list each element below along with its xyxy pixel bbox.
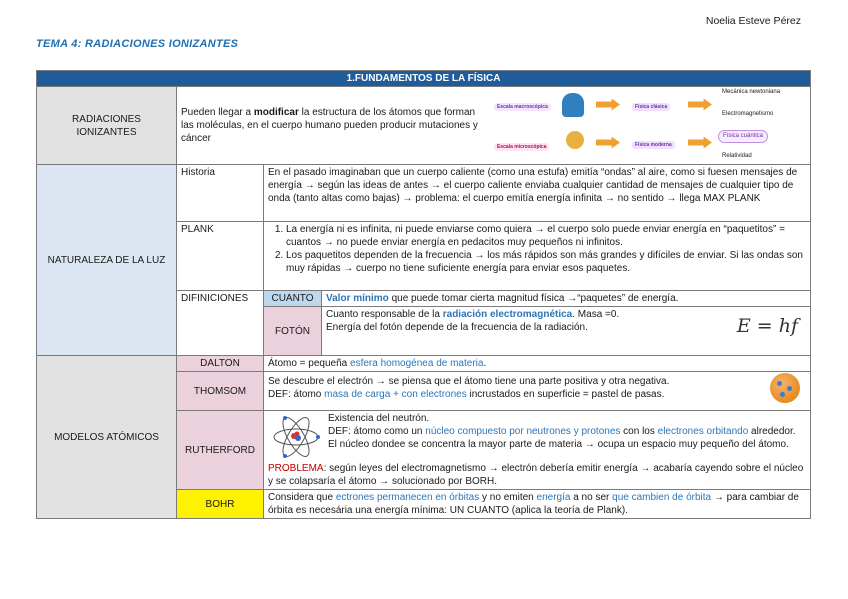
rutherford-text: Existencia del neutrón. DEF: átomo como un núcleo compuesto por neutrones y protones con los electrones orbitando alrededor. El núcleo dondee se concentra la mayor parte de materia → ocupa un espacio muy pequeño del átomo.	[328, 413, 796, 450]
foton-label: FOTÓN	[264, 307, 322, 356]
arrow-icon	[688, 137, 712, 149]
rutherford-problema: PROBLEMA: según leyes del electromagnetismo → electrón debería emitir energía → acabaría cayendo sobre el núcleo y se colapsaría el átomo → solucionado por BORH.	[268, 463, 804, 487]
moderna-label: Física moderna	[632, 141, 675, 150]
monster-icon	[562, 93, 584, 117]
historia-row	[37, 165, 811, 222]
rutherford-atom-icon	[268, 412, 328, 462]
arrow-icon	[596, 137, 620, 149]
radiaciones-row	[37, 87, 811, 165]
macro-scale-label: Escala macroscópica	[494, 103, 551, 112]
rutherford-label: RUTHERFORD	[177, 411, 264, 490]
bohr-text: Considera que ectrones permanecen en órbitas y no emiten energía a no ser que cambien de órbita → para cambiar de órbita es necesária una energía mínima: UN CUANTO (aplica la teoría de Plank).	[264, 490, 811, 519]
thomsom-label: THOMSOM	[177, 372, 264, 411]
thomsom-text: Se descubre el electrón → se piensa que el átomo tiene una parte positiva y otra negativa. DEF: átomo masa de carga + con electrones incrustados en superficie = pastel de pasas.	[268, 376, 670, 400]
radiaciones-label: RADIACIONES IONIZANTES	[37, 87, 177, 165]
dalton-row	[37, 356, 811, 372]
dalton-text: Átomo = pequeña esfera homogénea de materia.	[264, 356, 811, 372]
relatividad-label: Relatividad	[722, 152, 752, 159]
atom-cartoon-icon	[566, 131, 584, 149]
section-header: 1.FUNDAMENTOS DE LA FÍSICA	[37, 71, 811, 87]
plum-pudding-atom-icon	[770, 373, 800, 403]
thomsom-content	[264, 372, 811, 411]
bohr-label: BOHR	[177, 490, 264, 519]
foton-content	[322, 307, 811, 356]
historia-text: En el pasado imaginaban que un cuerpo caliente (como una estufa) emitía “ondas” al aire, como si fuesen mensajes de energía → según las ideas de antes → el cuerpo caliente enviaba cualquier cantidad de mensajes de cualquier tipo de onda (tanto altas como bajas) → problema: el cuerpo emitía energía infinita → no sentido → llega MAX PLANK	[264, 165, 811, 222]
cuantica-label: Física cuántica	[718, 130, 768, 144]
dalton-label: DALTON	[177, 356, 264, 372]
modelos-label: MODELOS ATÓMICOS	[37, 356, 177, 519]
plank-item: 1. La energía ni es infinita, ni puede enviarse como quiera → el cuerpo solo puede enviar energía en “paquetitos” = cuantos → no puede enviar energía en pedacitos muy pequeños ni infinitos.	[286, 223, 806, 249]
naturaleza-label: NATURALEZA DE LA LUZ	[37, 165, 177, 356]
newton-label: Mecánica newtoniana	[722, 88, 781, 95]
document-title: TEMA 4: RADIACIONES IONIZANTES	[36, 38, 239, 50]
cuanto-label: CUANTO	[264, 291, 322, 307]
radiaciones-text: Pueden llegar a modificar la estructura de los átomos que forman las moléculas, en el cuerpo humano pueden producir mutaciones y cáncer	[181, 107, 478, 144]
arrow-icon	[596, 99, 620, 111]
photon-energy-formula: E = hf	[736, 315, 798, 337]
arrow-icon	[688, 99, 712, 111]
micro-scale-label: Escala microscópica	[494, 143, 549, 152]
radiaciones-content	[177, 87, 811, 165]
physics-scale-diagram	[492, 89, 792, 163]
plank-content	[264, 222, 811, 291]
foton-text: Cuanto responsable de la radiación electromagnética. Masa =0. Energía del fotón depende de la frecuencia de la radiación.	[326, 309, 620, 333]
section-header-row	[37, 71, 811, 87]
plank-list	[268, 223, 806, 275]
electro-label: Electromagnetismo	[722, 110, 774, 117]
clasica-label: Física clásica	[632, 103, 670, 112]
historia-label: Historia	[177, 165, 264, 222]
cuanto-text: Valor mínimo que puede tomar cierta magnitud física →“paquetes” de energía.	[322, 291, 811, 307]
summary-table	[36, 70, 811, 519]
definiciones-label: DIFINICIONES	[177, 291, 264, 356]
author-name: Noelia Esteve Pérez	[705, 15, 801, 27]
rutherford-content	[264, 411, 811, 490]
plank-item: 2. Los paquetitos dependen de la frecuencia → los más rápidos son más grandes y difíciles de enviar. Si las ondas son muy rápidas → cuerpo no tiene suficiente energía para enviar esos paquetes.	[286, 249, 806, 275]
plank-label: PLANK	[177, 222, 264, 291]
